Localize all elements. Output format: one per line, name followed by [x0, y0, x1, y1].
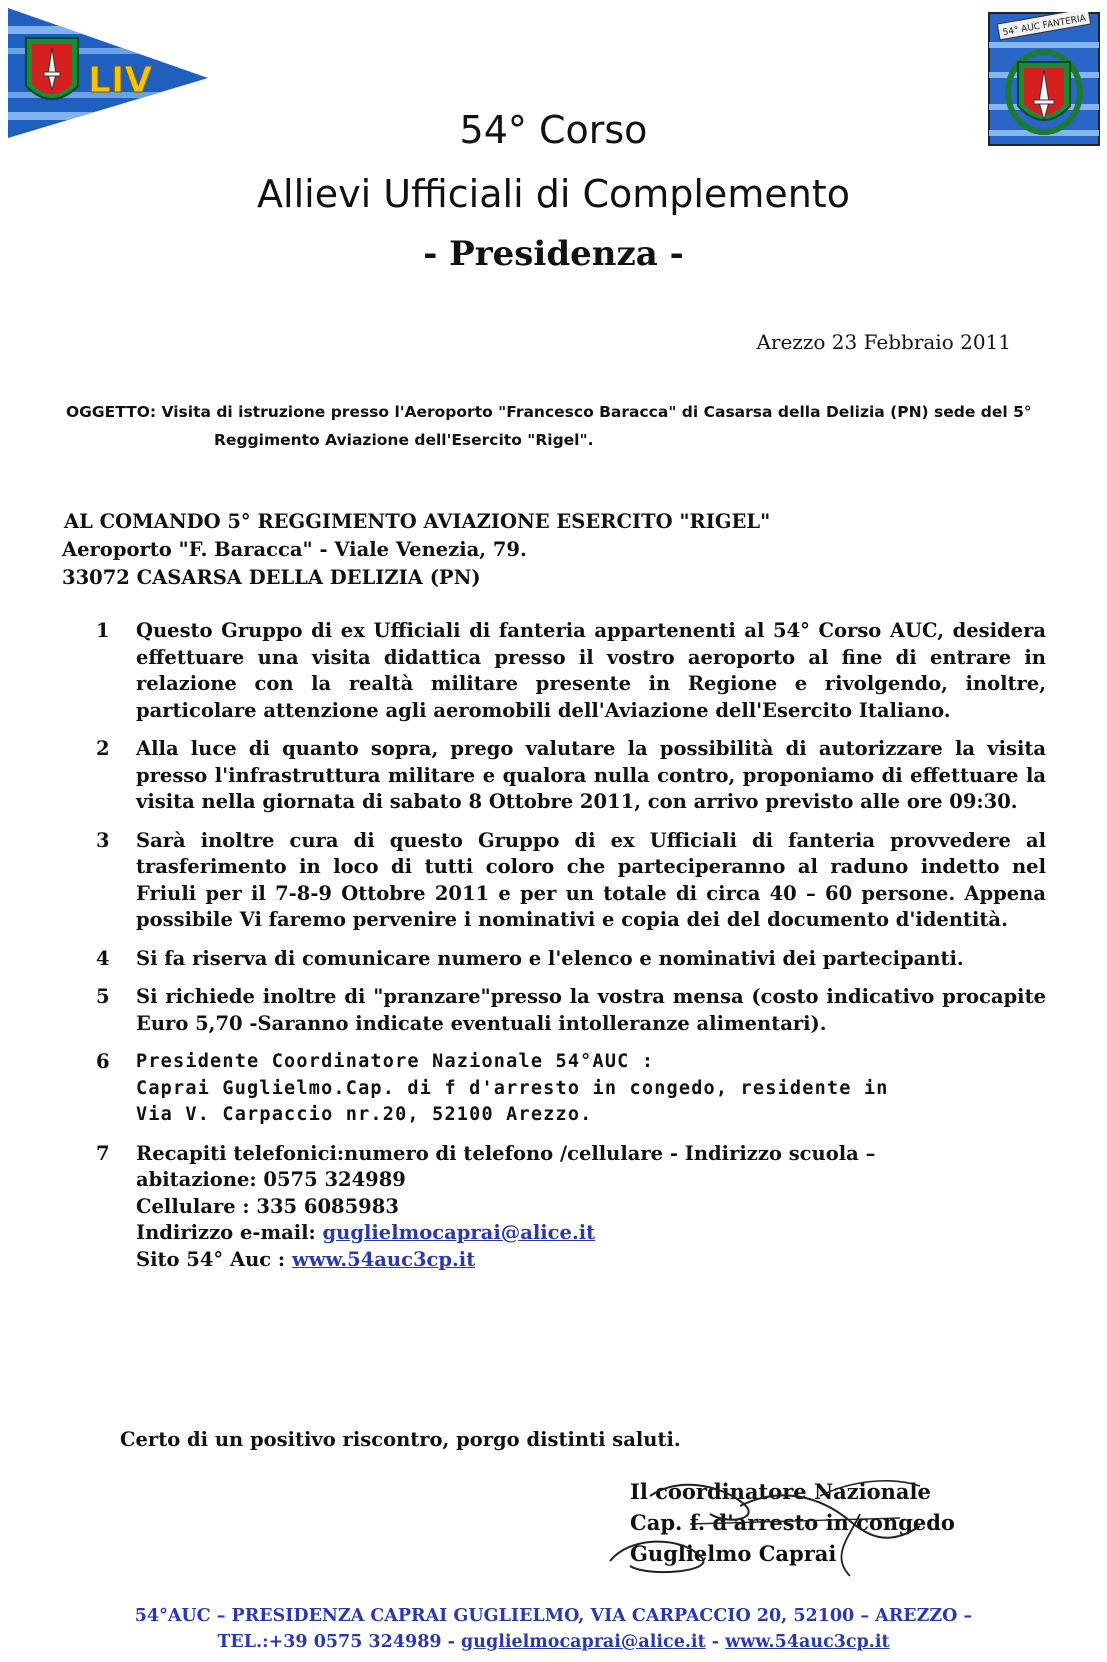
list-item [96, 736, 1046, 816]
item-text: Si richiede inoltre di "pranzare"presso la vostra mensa (costo indicativo procapite Euro 5,70 -Saranno indicate eventuali intolleranze alimentari). [136, 985, 1046, 1035]
footer-line-1: 54°AUC – PRESIDENZA CAPRAI GUGLIELMO, VIA CARPACCIO 20, 52100 – AREZZO – [134, 1606, 973, 1626]
signature-line-2: Cap. f. d'arresto in congedo [630, 1510, 955, 1535]
list-item [96, 828, 1046, 934]
item-text: Alla luce di quanto sopra, prego valutare la possibilità di autorizzare la visita presso l'infrastruttura militare e qualora nulla contro, proponiamo di effettuare la visita nella giornata di sabato 8 Ottobre 2011, con arrivo previsto alle ore 09:30. [136, 737, 1046, 813]
list-item [96, 618, 1046, 724]
list-item [96, 1049, 1046, 1129]
footer-line-2 [0, 1632, 1107, 1652]
closing-line: Certo di un positivo riscontro, porgo distinti saluti. [120, 1428, 681, 1451]
recipient-address [62, 508, 770, 592]
item-7-line-2: abitazione: 0575 324989 [136, 1168, 406, 1191]
item-text [136, 1141, 1046, 1274]
item-7-line-1: Recapiti telefonici:numero di telefono /cellulare - Indirizzo scuola – [136, 1141, 876, 1165]
item-text: Si fa riserva di comunicare numero e l'elenco e nominativi dei partecipanti. [136, 946, 964, 970]
item-7-site-row [136, 1247, 1046, 1274]
signature-line-3: Guglielmo Caprai [630, 1541, 837, 1566]
item-number: 3 [96, 828, 110, 852]
item-number: 2 [96, 737, 110, 760]
badge-text: 54° AUC FANTERIA [1002, 13, 1087, 39]
email-link[interactable]: guglielmocaprai@alice.it [322, 1221, 596, 1244]
subject-label: OGGETTO: [66, 403, 157, 421]
subject-line-2: Reggimento Aviazione dell'Esercito "Rigel". [214, 431, 594, 449]
item-number: 4 [96, 946, 110, 970]
list-item [96, 946, 1046, 973]
item-6-line-1: Presidente Coordinatore Nazionale 54°AUC : [136, 1051, 655, 1072]
item-6-line-2: Caprai Guglielmo.Cap. di f d'arresto in congedo, residente in [136, 1077, 889, 1099]
item-text: Sarà inoltre cura di questo Gruppo di ex Ufficiali di fanteria provvedere al trasferimento in loco di tutti coloro che parteciperanno al raduno indetto nel Friuli per il 7-8-9 Ottobre 2011 e per un totale di circa 40 – 60 persone. Appena possibile Vi faremo pervenire i nominativi e copia dei del documento d'identità. [136, 828, 1046, 931]
item-text: Questo Gruppo di ex Ufficiali di fanteria appartenenti al 54° Corso AUC, desidera effettuare una visita didattica presso il vostro aeroporto al fine di entrare in relazione con la realtà militare presente in Regione e rivolgendo, inoltre, particolare attenzione agli aeromobili dell'Aviazione dell'Esercito Italiano. [136, 619, 1046, 722]
numbered-list [96, 618, 1046, 1285]
header-title-1: 54° Corso [459, 108, 648, 152]
header-title-3: - Presidenza - [423, 234, 684, 274]
address-line-2: Aeroporto "F. Baracca" - Viale Venezia, 79. [62, 538, 527, 561]
address-line-3: 33072 CASARSA DELLA DELIZIA (PN) [62, 566, 481, 589]
item-number: 5 [96, 985, 110, 1008]
signature-line-1: Il coordinatore Nazionale [630, 1479, 931, 1504]
header-title-2: Allievi Ufficiali di Complemento [257, 172, 850, 216]
site-label: Sito 54° Auc : [136, 1247, 292, 1271]
address-line-1: AL COMANDO 5° REGGIMENTO AVIAZIONE ESERCITO "RIGEL" [64, 510, 771, 533]
site-link[interactable]: www.54auc3cp.it [291, 1247, 476, 1271]
footer-email-link[interactable]: guglielmocaprai@alice.it [461, 1632, 706, 1652]
list-item [96, 984, 1046, 1037]
item-7-email-row [136, 1220, 1046, 1247]
letter-date: Arezzo 23 Febbraio 2011 [756, 330, 1011, 354]
handwritten-signature [590, 1466, 990, 1586]
item-number: 7 [96, 1141, 110, 1165]
email-label: Indirizzo e-mail: [136, 1221, 323, 1244]
footer-site-link[interactable]: www.54auc3cp.it [725, 1632, 890, 1652]
item-number: 1 [96, 619, 110, 642]
list-item [96, 1141, 1046, 1274]
subject-line-1: Visita di istruzione presso l'Aeroporto "Francesco Baracca" di Casarsa della Delizia (PN) sede del 5° [161, 403, 1032, 421]
item-7-line-3: Cellulare : 335 6085983 [136, 1194, 399, 1218]
item-text [136, 1049, 1046, 1129]
footer-phone: TEL.:+39 0575 324989 - [217, 1632, 462, 1652]
footer-separator: - [705, 1632, 726, 1652]
subject-block [66, 398, 1046, 454]
pennant-text: LIV [88, 60, 153, 101]
item-number: 6 [96, 1050, 110, 1073]
item-6-line-3: Via V. Carpaccio nr.20, 52100 Arezzo. [136, 1104, 593, 1125]
